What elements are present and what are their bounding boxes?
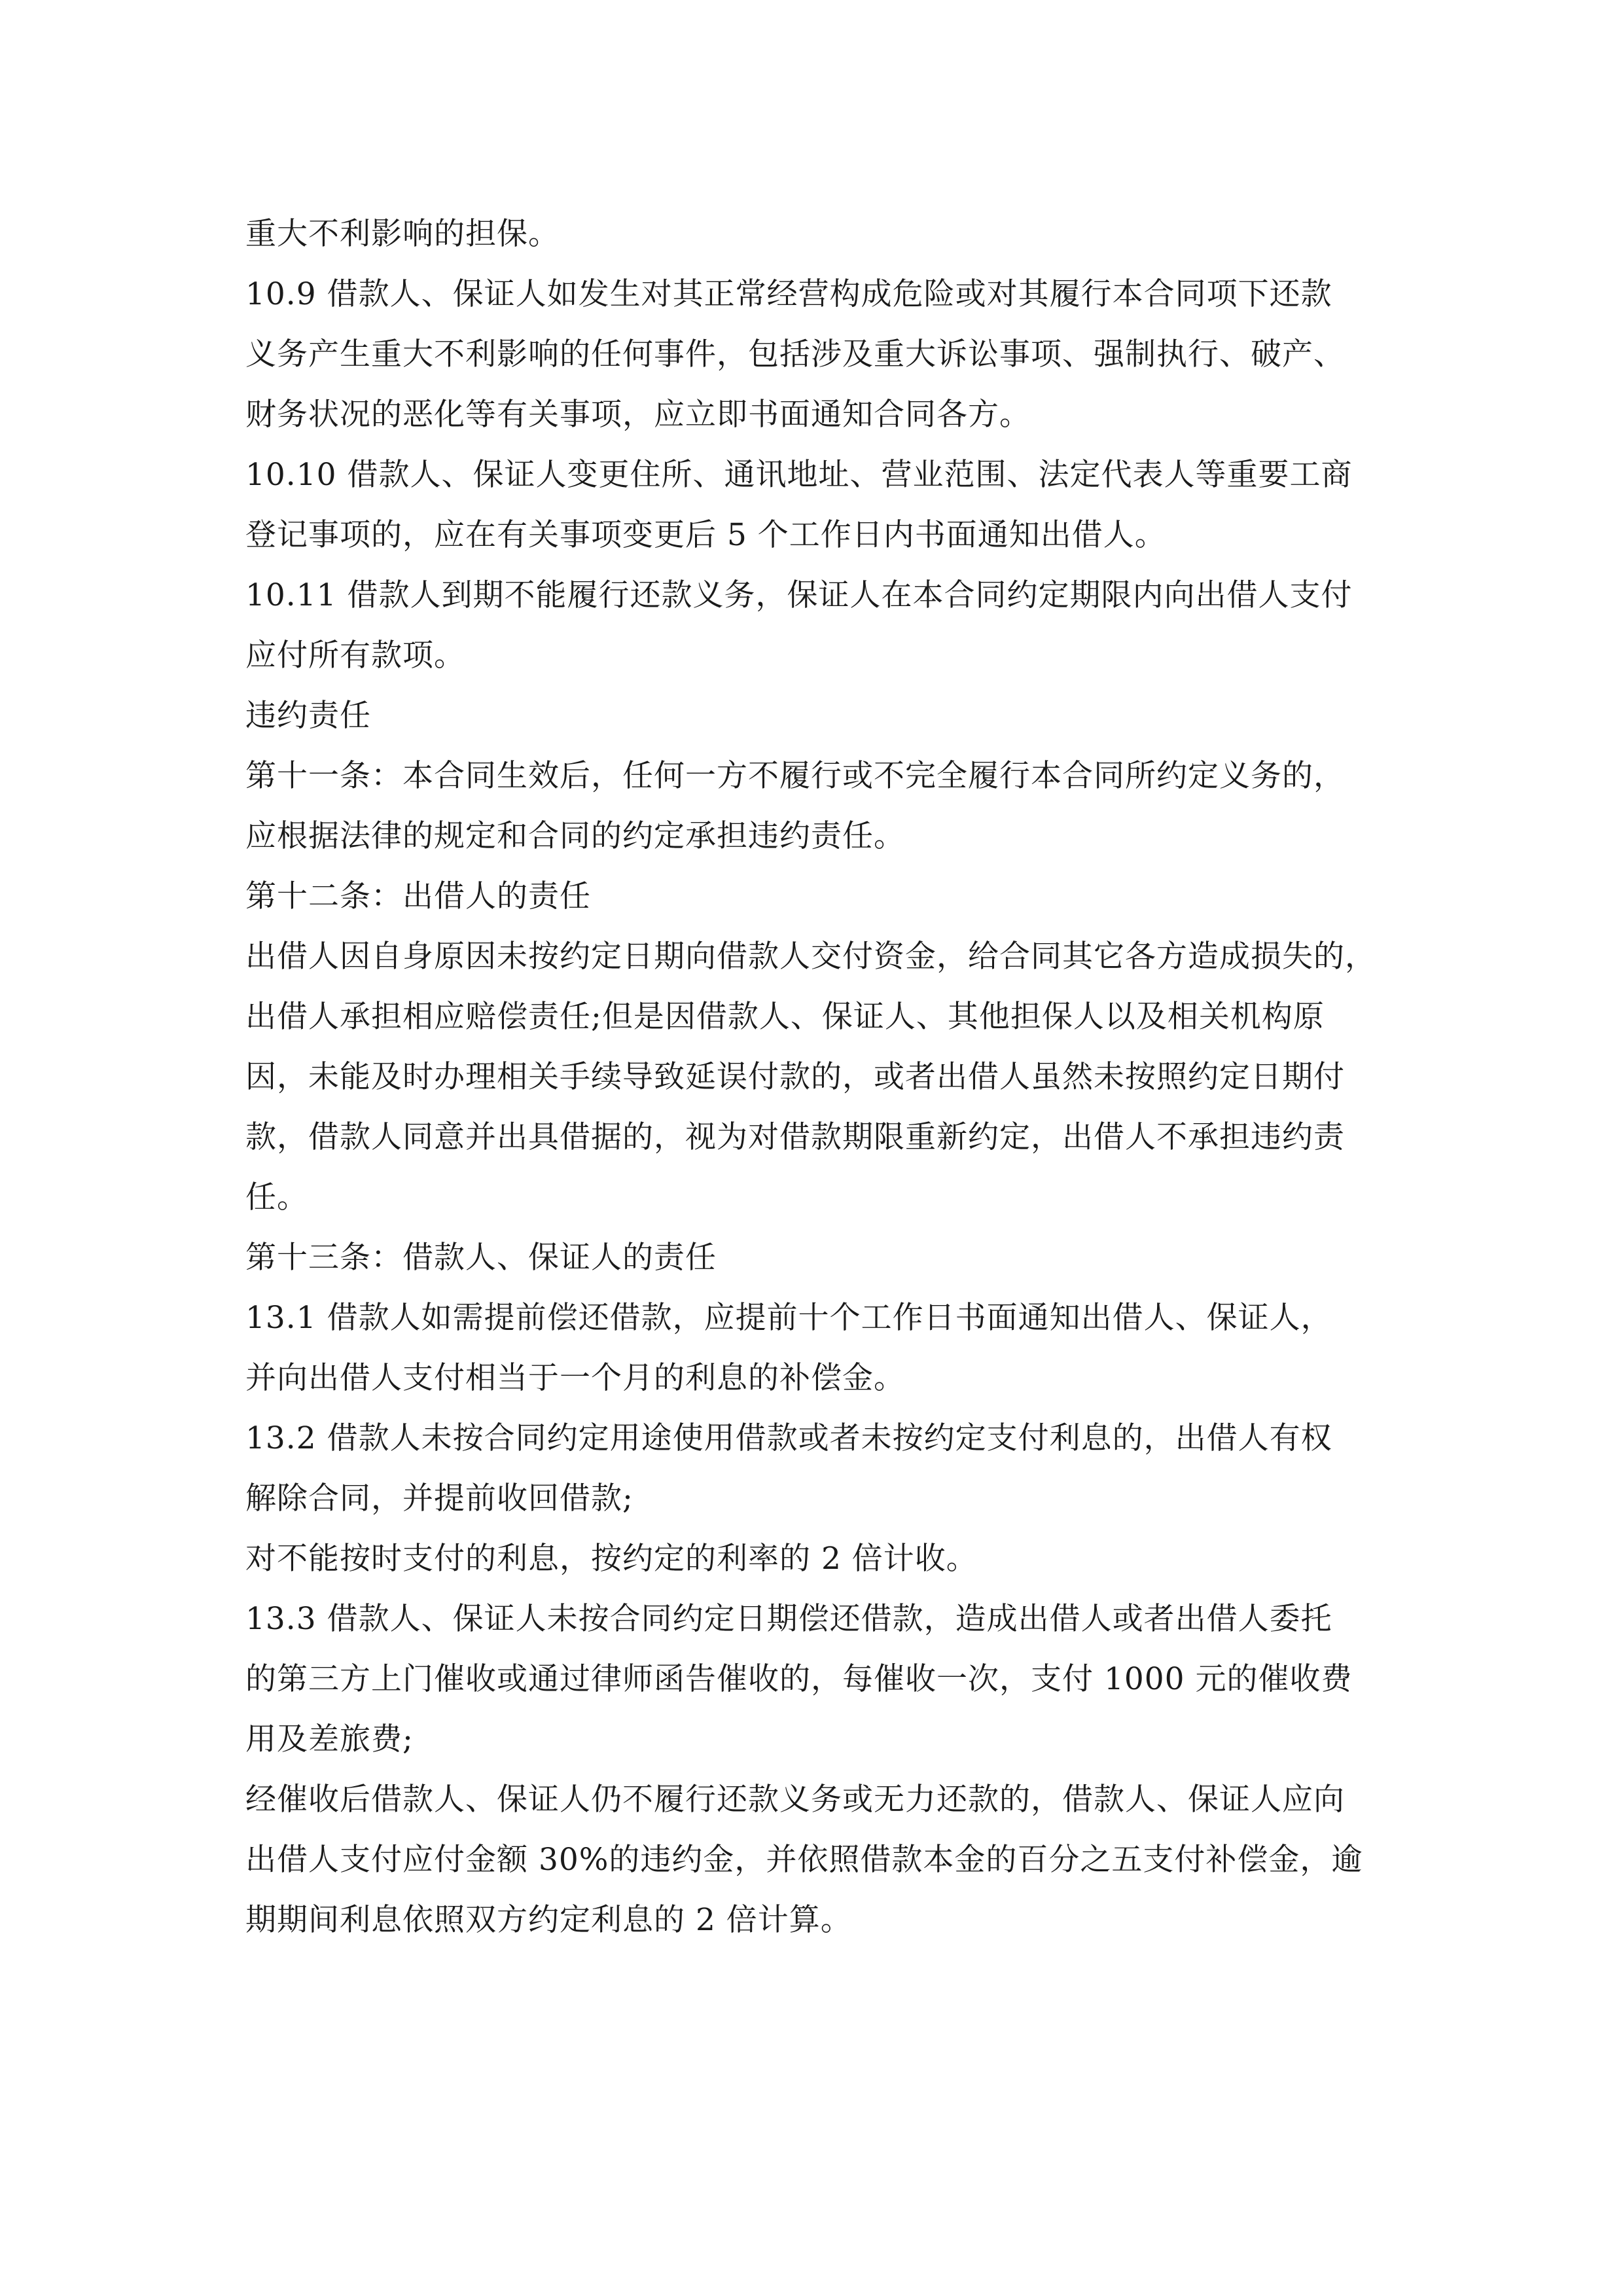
text-line: 13.2 借款人未按合同约定用途使用借款或者未按约定支付利息的，出借人有权 [245, 1420, 1332, 1456]
article-heading: 第十二条：出借人的责任 [245, 878, 591, 914]
text-line: 解除合同，并提前收回借款; [245, 1480, 633, 1516]
text-line: 因，未能及时办理相关手续导致延误付款的，或者出借人虽然未按照约定日期付 [245, 1059, 1345, 1095]
article-heading: 第十三条：借款人、保证人的责任 [245, 1240, 717, 1276]
text-line: 第十一条：本合同生效后，任何一方不履行或不完全履行本合同所约定义务的， [245, 758, 1345, 794]
document-body [245, 204, 1384, 1950]
text-line: 并向出借人支付相当于一个月的利息的补偿金。 [245, 1360, 905, 1396]
text-line: 出借人承担相应赔偿责任;但是因借款人、保证人、其他担保人以及相关机构原 [245, 999, 1325, 1035]
text-line: 应付所有款项。 [245, 637, 465, 673]
text-line: 义务产生重大不利影响的任何事件，包括涉及重大诉讼事项、强制执行、破产、 [245, 336, 1345, 372]
text-line: 应根据法律的规定和合同的约定承担违约责任。 [245, 818, 905, 854]
text-line: 财务状况的恶化等有关事项，应立即书面通知合同各方。 [245, 397, 1031, 433]
text-line: 10.10 借款人、保证人变更住所、通讯地址、营业范围、法定代表人等重要工商 [245, 457, 1353, 493]
text-line: 对不能按时支付的利息，按约定的利率的 2 倍计收。 [245, 1541, 978, 1577]
text-line: 经催收后借款人、保证人仍不履行还款义务或无力还款的，借款人、保证人应向 [245, 1782, 1345, 1818]
text-line: 的第三方上门催收或通过律师函告催收的，每催收一次，支付 1000 元的催收费 [245, 1661, 1353, 1697]
text-line: 13.1 借款人如需提前偿还借款，应提前十个工作日书面通知出借人、保证人， [245, 1300, 1332, 1336]
text-line: 款，借款人同意并出具借据的，视为对借款期限重新约定，出借人不承担违约责 [245, 1119, 1345, 1155]
section-heading: 违约责任 [245, 698, 371, 734]
text-line: 任。 [245, 1179, 308, 1215]
text-line: 期期间利息依照双方约定利息的 2 倍计算。 [245, 1902, 852, 1938]
text-line: 出借人因自身原因未按约定日期向借款人交付资金，给合同其它各方造成损失的， [245, 939, 1376, 975]
text-line: 10.11 借款人到期不能履行还款义务，保证人在本合同约定期限内向出借人支付 [245, 577, 1353, 613]
text-line: 10.9 借款人、保证人如发生对其正常经营构成危险或对其履行本合同项下还款 [245, 276, 1332, 312]
text-line: 13.3 借款人、保证人未按合同约定日期偿还借款，造成出借人或者出借人委托 [245, 1601, 1332, 1637]
text-line: 出借人支付应付金额 30%的违约金，并依照借款本金的百分之五支付补偿金，逾 [245, 1842, 1363, 1878]
text-line: 重大不利影响的担保。 [245, 216, 560, 252]
text-line: 用及差旅费; [245, 1721, 414, 1757]
text-line: 登记事项的，应在有关事项变更后 5 个工作日内书面通知出借人。 [245, 517, 1166, 553]
